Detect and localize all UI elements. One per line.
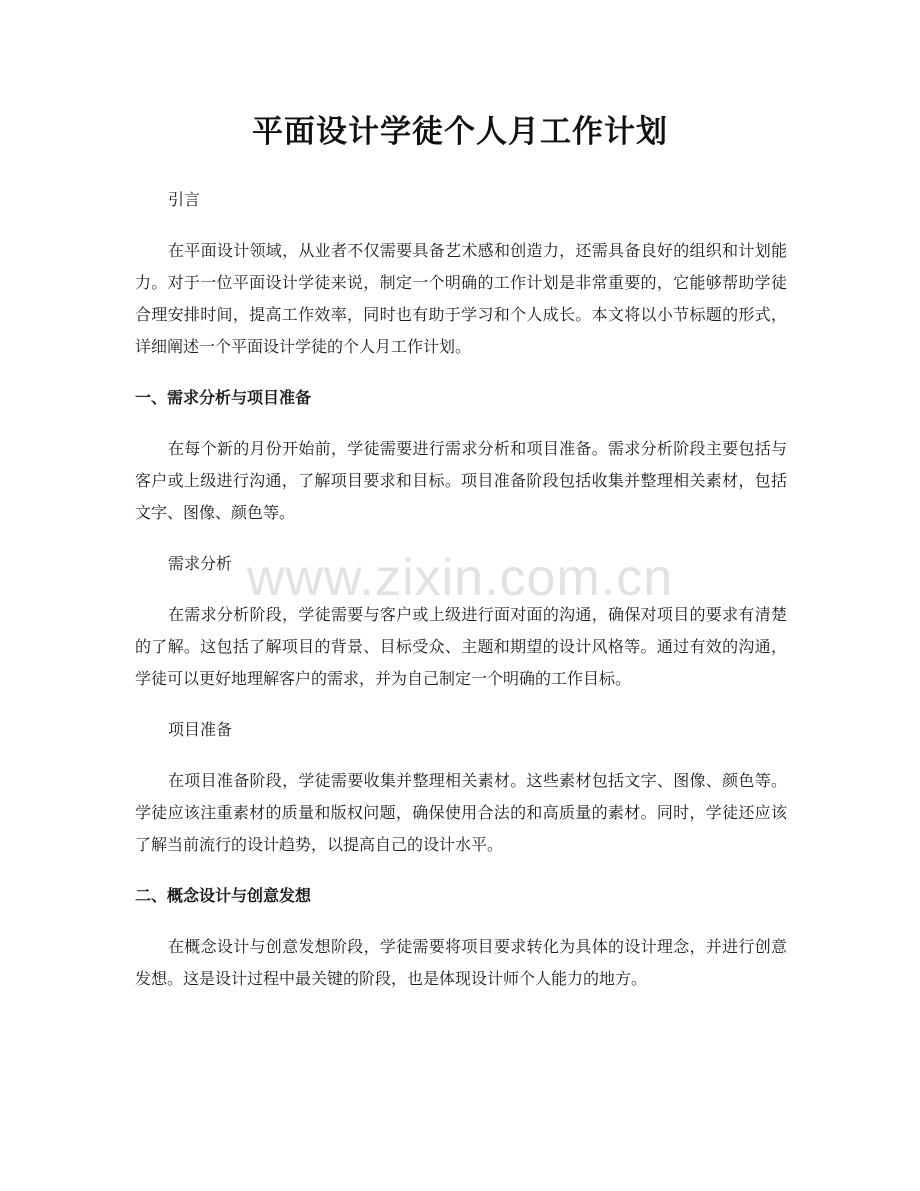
section-2-paragraph: 在概念设计与创意发想阶段，学徒需要将项目要求转化为具体的设计理念，并进行创意发想。这是设计过程中最关键的阶段，也是体现设计师个人能力的地方。 [135, 937, 787, 988]
subsection-label-preparation: 项目准备 [168, 720, 233, 739]
subsection-label-requirements: 需求分析 [168, 554, 233, 573]
intro-label: 引言 [168, 190, 201, 209]
section-heading-1: 一、需求分析与项目准备 [135, 388, 312, 407]
section-1-paragraph: 在每个新的月份开始前，学徒需要进行需求分析和项目准备。需求分析阶段主要包括与客户或上级进行沟通，了解项目要求和目标。项目准备阶段包括收集并整理相关素材，包括文字、图像、颜色等。 [135, 439, 787, 522]
intro-paragraph: 在平面设计领域，从业者不仅需要具备艺术感和创造力，还需具备良好的组织和计划能力。对于一位平面设计学徒来说，制定一个明确的工作计划是非常重要的，它能够帮助学徒合理安排时间，提高工作效率，同时也有助于学习和个人成长。本文将以小节标题的形式，详细阐述一个平面设计学徒的个人月工作计划。 [135, 241, 787, 356]
watermark: www.zixin.com.cn [246, 549, 674, 607]
subsection-preparation-paragraph: 在项目准备阶段，学徒需要收集并整理相关素材。这些素材包括文字、图像、颜色等。学徒应该注重素材的质量和版权问题，确保使用合法的和高质量的素材。同时，学徒还应该了解当前流行的设计趋势，以提高自己的设计水平。 [135, 771, 787, 854]
subsection-requirements-paragraph: 在需求分析阶段，学徒需要与客户或上级进行面对面的沟通，确保对项目的要求有清楚的了解。这包括了解项目的背景、目标受众、主题和期望的设计风格等。通过有效的沟通，学徒可以更好地理解客户的需求，并为自己制定一个明确的工作目标。 [135, 605, 787, 688]
document-title: 平面设计学徒个人月工作计划 [252, 114, 668, 150]
document-body [135, 183, 787, 1013]
section-heading-2: 二、概念设计与创意发想 [135, 886, 312, 905]
